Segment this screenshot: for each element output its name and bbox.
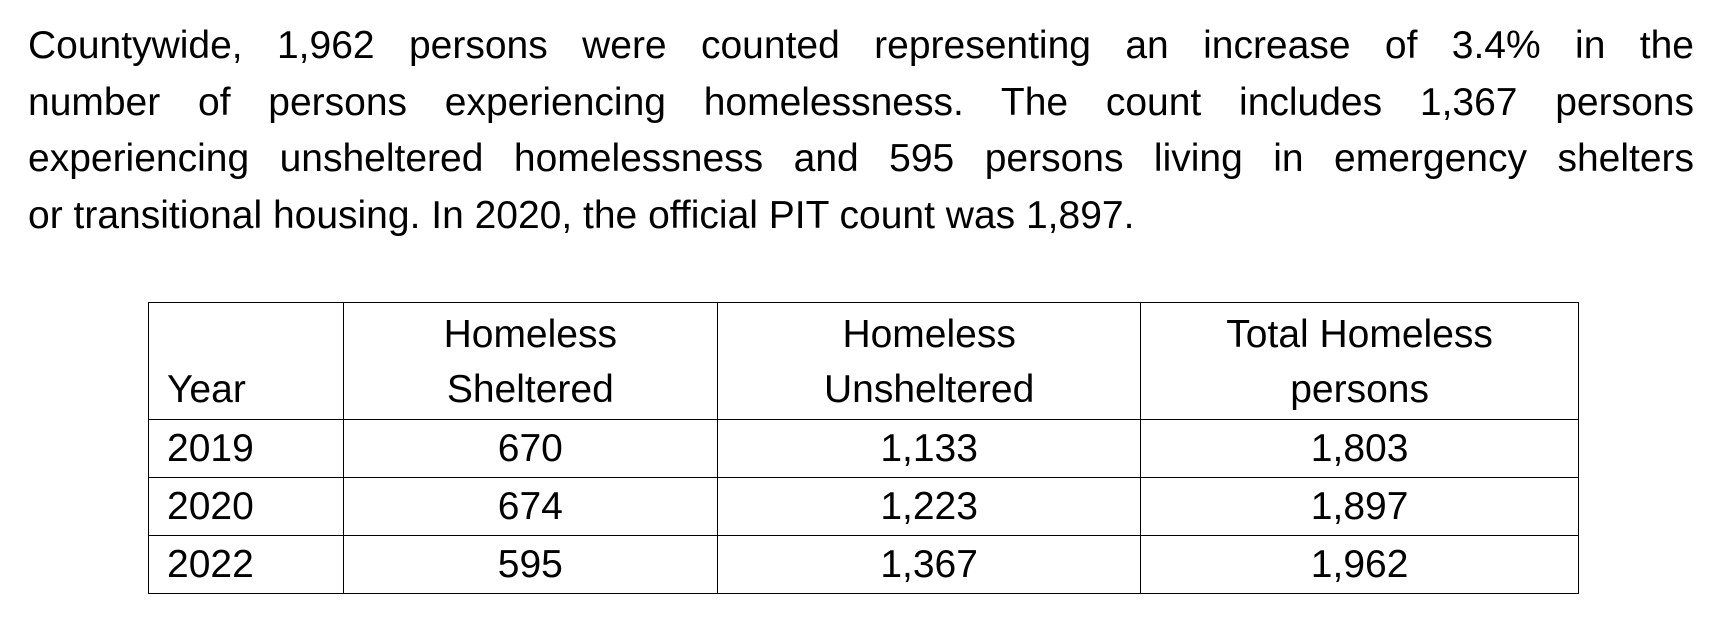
cell-total: 1,897 xyxy=(1141,478,1579,536)
cell-year: 2022 xyxy=(149,536,344,594)
header-sheltered: Homeless Sheltered xyxy=(343,303,718,420)
cell-sheltered: 670 xyxy=(343,420,718,478)
cell-sheltered: 595 xyxy=(343,536,718,594)
cell-unsheltered: 1,367 xyxy=(718,536,1141,594)
cell-sheltered: 674 xyxy=(343,478,718,536)
intro-paragraph xyxy=(28,18,1694,244)
paragraph-line: experiencing unsheltered homelessness and 595 persons living in emergency shelters xyxy=(28,137,1694,180)
paragraph-line: Countywide, 1,962 persons were counted representing an increase of 3.4% in the xyxy=(28,24,1694,67)
header-year: Year xyxy=(149,303,344,420)
header-total: Total Homeless persons xyxy=(1141,303,1579,420)
cell-total: 1,803 xyxy=(1141,420,1579,478)
cell-year: 2020 xyxy=(149,478,344,536)
paragraph-line: or transitional housing. In 2020, the official PIT count was 1,897. xyxy=(28,193,1135,237)
cell-unsheltered: 1,133 xyxy=(718,420,1141,478)
table-header-row xyxy=(149,303,1579,420)
cell-total: 1,962 xyxy=(1141,536,1579,594)
table-row xyxy=(149,420,1579,478)
cell-year: 2019 xyxy=(149,420,344,478)
paragraph-line: number of persons experiencing homelessness. The count includes 1,367 persons xyxy=(28,80,1694,124)
homeless-count-table xyxy=(148,302,1579,594)
table-row xyxy=(149,536,1579,594)
cell-unsheltered: 1,223 xyxy=(718,478,1141,536)
header-unsheltered: Homeless Unsheltered xyxy=(718,303,1141,420)
table-row xyxy=(149,478,1579,536)
